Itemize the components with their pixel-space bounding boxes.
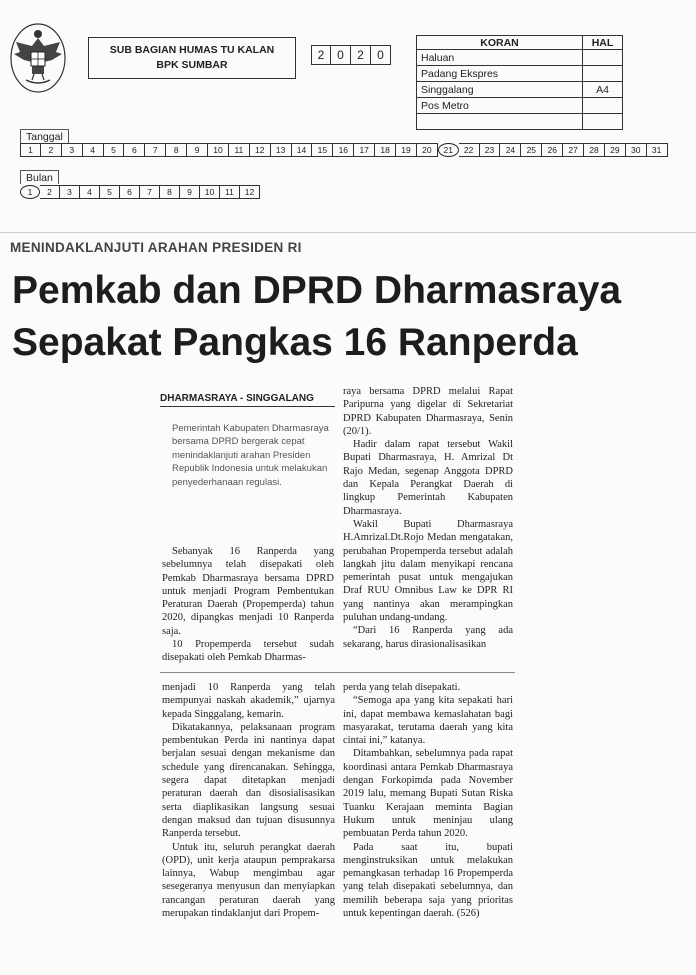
year-digit: 2 (311, 45, 331, 65)
month-cell: 4 (80, 185, 100, 199)
month-cell: 3 (60, 185, 80, 199)
month-cell: 10 (200, 185, 220, 199)
date-cell: 7 (145, 143, 166, 157)
year-digit: 2 (351, 45, 371, 65)
date-cell: 31 (647, 143, 668, 157)
date-cell: 30 (626, 143, 647, 157)
date-cell: 4 (83, 143, 104, 157)
paper-page (583, 66, 623, 82)
paper-name: Padang Ekspres (417, 66, 583, 82)
month-cell: 6 (120, 185, 140, 199)
headline-line-1: Pemkab dan DPRD Dharmasraya (12, 269, 622, 312)
month-cell: 7 (140, 185, 160, 199)
date-cell: 29 (605, 143, 626, 157)
date-cell: 2 (41, 143, 62, 157)
tanggal-label: Tanggal (20, 129, 69, 143)
article-kicker: MENINDAKLANJUTI ARAHAN PRESIDEN RI (10, 240, 302, 255)
unit-office: BPK SUMBAR (156, 59, 228, 71)
koran-header: KORAN (417, 36, 583, 50)
article-byline: DHARMASRAYA - SINGGALANG (160, 393, 335, 407)
date-cell: 23 (480, 143, 501, 157)
month-cell: 2 (40, 185, 60, 199)
paragraph: “Dari 16 Ranperda yang ada sekarang, harus dirasionalisasikan (343, 625, 513, 650)
paragraph: Pada saat itu, bupati menginstruksikan untuk melakukan pemangkasan terhadap 16 Propemperda yang telah disepakati sebelumnya, dan memilih beberapa saja yang prioritas untuk kepentingan daerah. (526) (343, 841, 513, 920)
paragraph: Untuk itu, seluruh perangkat daerah (OPD), unit kerja ataupun pemprakarsa lainnya, Wabup mengimbau agar sesegeranya menyusun dan menyiapkan rancangan peraturan daerah yang merupakan tindaklanjut dari Propem- (162, 841, 335, 920)
year-digit: 0 (331, 45, 351, 65)
paper-page (583, 50, 623, 66)
date-cell: 28 (584, 143, 605, 157)
month-cell: 9 (180, 185, 200, 199)
date-cell: 14 (292, 143, 313, 157)
garuda-emblem-icon (10, 22, 66, 100)
article-lead: Pemerintah Kabupaten Dharmasraya bersama DPRD bergerak cepat menindaklanjuti arahan Presiden Republik Indonesia untuk melakukan penyederhanaan regulasi. (172, 423, 329, 488)
paper-page (583, 98, 623, 114)
paper-name: Singgalang (417, 82, 583, 98)
year-digit: 0 (371, 45, 391, 65)
article-headline (12, 265, 692, 369)
date-cell: 12 (250, 143, 271, 157)
bulan-label: Bulan (20, 170, 59, 184)
date-cell: 17 (354, 143, 375, 157)
date-cell: 8 (166, 143, 187, 157)
date-cell: 5 (104, 143, 125, 157)
paragraph: Wakil Bupati Dharmasraya H.Amrizal.Dt.Rojo Medan mengatakan, perubahan Propemperda tersebut adalah langkah jitu dalam menyikapi rencana pemerintah pusat untuk mengajukan Draf RUU Omnibus Law ke DPR RI yang nantinya akan merampingkan puluhan undang-undang. (343, 518, 513, 624)
date-cell: 19 (396, 143, 417, 157)
hal-header: HAL (583, 36, 623, 50)
paper-page (583, 114, 623, 130)
date-cell: 22 (459, 143, 480, 157)
paper-page: A4 (583, 82, 623, 98)
cut-line (160, 672, 515, 673)
date-cell: 1 (20, 143, 41, 157)
paragraph: perda yang telah disepakati. (343, 682, 461, 693)
month-grid (20, 185, 260, 199)
column-1-bottom (162, 681, 335, 920)
paragraph: “Semoga apa yang kita sepakati hari ini, dapat membawa kemaslahatan bagi masyarakat, terutama daerah yang kita cintai ini,” katanya. (343, 695, 513, 747)
date-cell: 3 (62, 143, 83, 157)
paragraph: raya bersama DPRD melalui Rapat Paripurna yang digelar di Sekretariat DPRD Kabupaten Dharmasraya, Senin (20/1). (343, 386, 513, 437)
unit-name: SUB BAGIAN HUMAS TU KALAN (109, 44, 275, 56)
newspaper-table (416, 35, 623, 130)
date-grid (20, 143, 668, 157)
date-cell: 18 (375, 143, 396, 157)
date-cell: 6 (124, 143, 145, 157)
month-cell: 11 (220, 185, 240, 199)
paper-name (417, 114, 583, 130)
date-cell: 15 (312, 143, 333, 157)
date-cell: 26 (542, 143, 563, 157)
column-2-top (343, 385, 513, 651)
paper-name: Pos Metro (417, 98, 583, 114)
paragraph: menjadi 10 Ranperda yang telah mempunyai naskah akademik,” ujarnya kepada Singgalang, kemarin. (162, 682, 335, 720)
year-boxes (311, 45, 391, 65)
paragraph: Dikatakannya, pelaksanaan program pembentukan Perda ini nantinya dapat berjalan sesuai dengan mekanisme dan schedule yang direncanakan. Sehingga, segera dapat ditetapkan menjadi peraturan daerah dan disosialisasikan serta diaplikasikan langsung sesuai dengan maksud dan tujuan disusunnya Ranperda tersebut. (162, 721, 335, 840)
paragraph: Ditambahkan, sebelumnya pada rapat koordinasi antara Pemkab Dharmasraya dengan Forkopimda pada November 2019 lalu, memang Bupati Sutan Riska Tuanku Kerajaan meminta Bagian Hukum untuk meninjau ulang pembuatan Perda tahun 2020. (343, 748, 513, 840)
paragraph: Sebanyak 16 Ranperda yang sebelumnya telah disepakati oleh Pemkab Dharmasraya bersama DPRD untuk menjadi Program Pembentukan Peraturan Daerah (Propemperda) tahun 2020, dipangkas menjadi 10 Ranperda saja. (162, 546, 334, 637)
paragraph: 10 Propemperda tersebut sudah disepakati oleh Pemkab Dharmas- (162, 639, 334, 664)
date-cell: 20 (417, 143, 438, 157)
office-unit-box (88, 37, 296, 79)
paragraph: Hadir dalam rapat tersebut Wakil Bupati Dharmasraya, H. Amrizal Dt Rajo Medan, segenap Anggota DPRD dan Kepala Perangkat Daerah di lingkup Pemerintah Kabupaten Dharmasraya. (343, 439, 513, 517)
month-cell: 5 (100, 185, 120, 199)
date-cell: 24 (500, 143, 521, 157)
date-cell: 21 (438, 143, 459, 157)
column-1-top (162, 545, 334, 665)
month-cell: 8 (160, 185, 180, 199)
date-cell: 11 (229, 143, 250, 157)
date-cell: 9 (187, 143, 208, 157)
date-cell: 25 (521, 143, 542, 157)
date-cell: 27 (563, 143, 584, 157)
month-cell: 1 (20, 185, 40, 199)
date-cell: 10 (208, 143, 229, 157)
divider (0, 232, 696, 233)
date-cell: 13 (271, 143, 292, 157)
column-2-bottom (343, 681, 513, 920)
month-cell: 12 (240, 185, 260, 199)
date-cell: 16 (333, 143, 354, 157)
paper-name: Haluan (417, 50, 583, 66)
headline-line-2: Sepakat Pangkas 16 Ranperda (12, 321, 578, 364)
